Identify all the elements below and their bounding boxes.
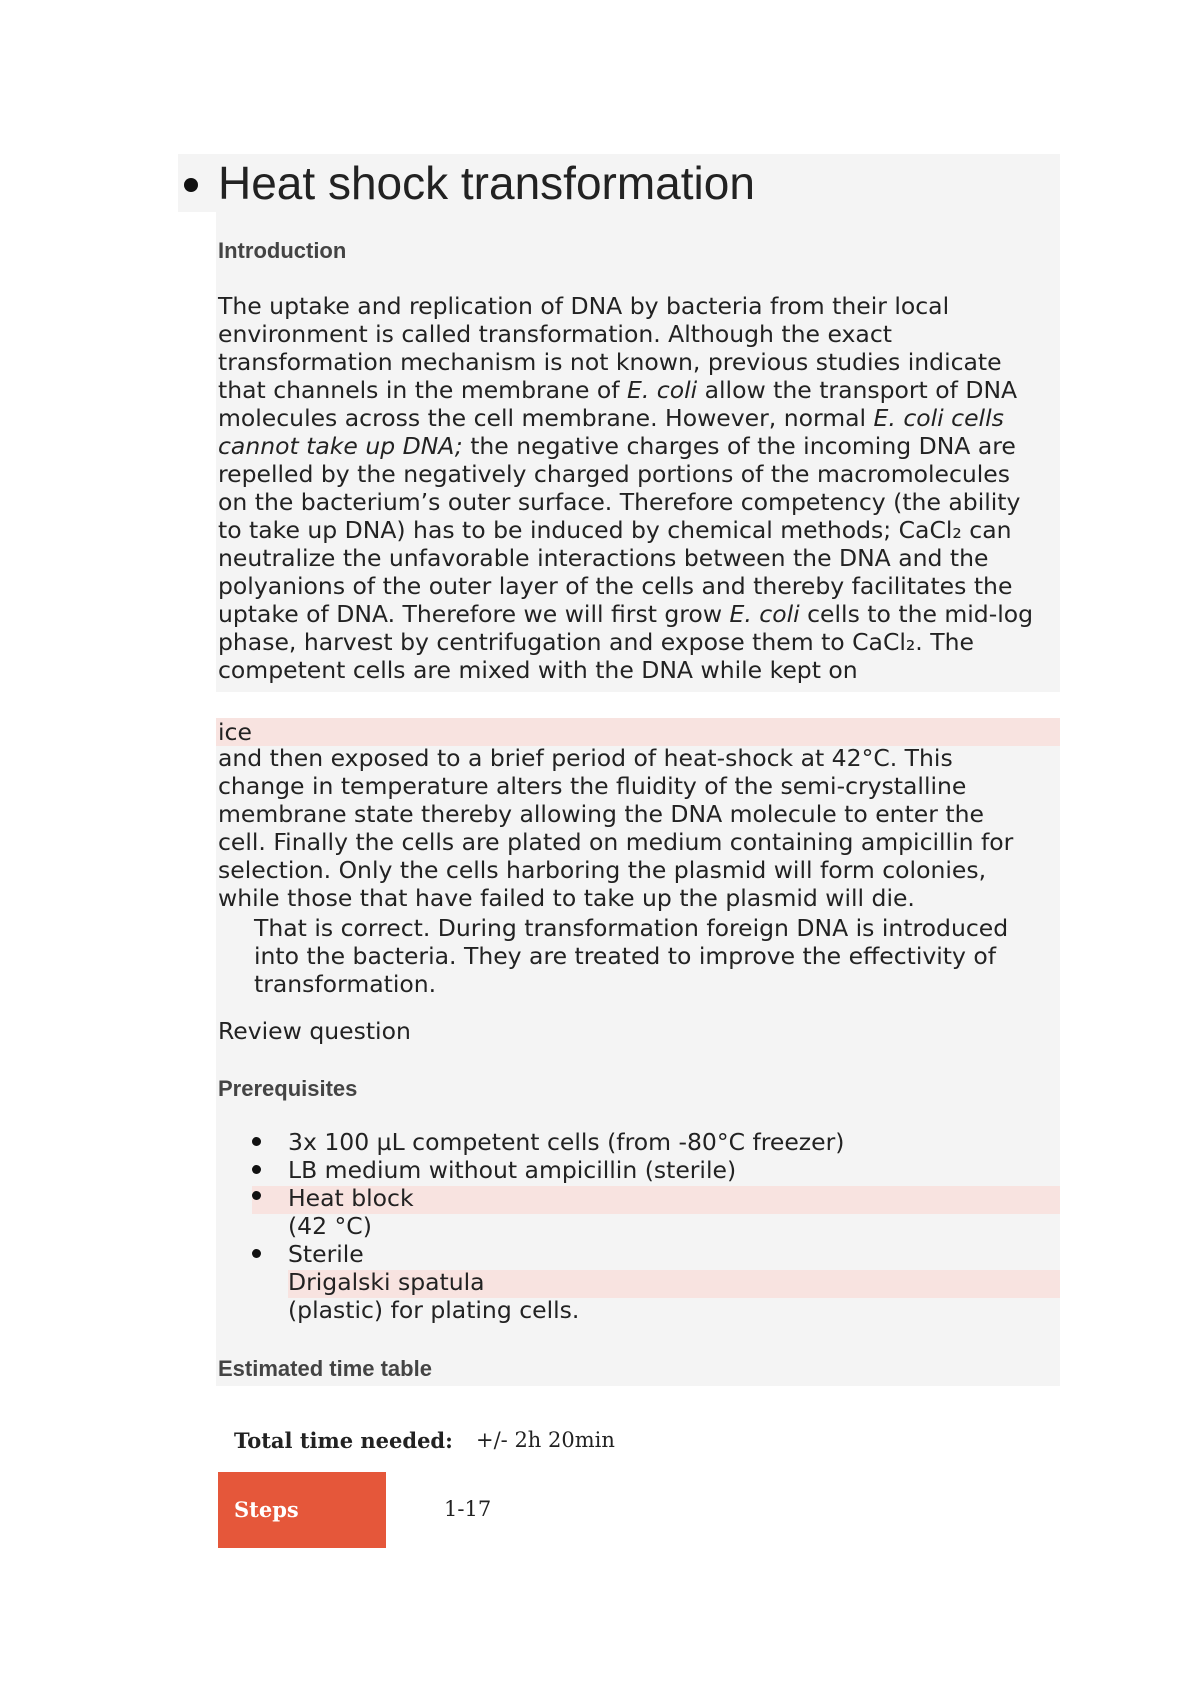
title-bullet-icon — [184, 178, 198, 192]
intro-line: The uptake and replication of DNA by bacteria from their local — [218, 292, 950, 320]
total-time-label: Total time needed: — [234, 1428, 453, 1453]
text-run: cells to the mid-log — [799, 600, 1034, 628]
text-run: the negative charges of the incoming DNA are — [462, 432, 1016, 460]
italic-run: E. coli cells — [873, 404, 1004, 432]
introduction-paragraph — [218, 292, 1033, 684]
text-run: uptake of DNA. Therefore we will first grow — [218, 600, 730, 628]
list-item-continuation: (plastic) for plating cells. — [288, 1296, 580, 1324]
intro-line — [218, 432, 1033, 460]
list-item-drigalski[interactable]: Drigalski spatula — [288, 1268, 485, 1296]
continued-paragraph — [218, 744, 1013, 912]
intro-line: repelled by the negatively charged portions of the macromolecules — [218, 460, 1011, 488]
list-item-heat-block[interactable]: Heat block — [288, 1184, 414, 1212]
timetable-heading: Estimated time table — [218, 1356, 432, 1381]
page-title: Heat shock transformation — [218, 157, 755, 209]
list-item: Sterile — [288, 1240, 364, 1268]
answer-line: transformation. — [254, 970, 437, 998]
body-line: membrane state thereby allowing the DNA molecule to enter the — [218, 800, 984, 828]
prerequisites-heading: Prerequisites — [218, 1076, 358, 1101]
introduction-heading: Introduction — [218, 238, 347, 263]
steps-value: 1-17 — [444, 1497, 492, 1521]
body-line: cell. Finally the cells are plated on medium containing ampicillin for — [218, 828, 1014, 856]
italic-run: E. coli — [627, 376, 698, 404]
steps-label: Steps — [234, 1497, 299, 1522]
answer-feedback — [254, 914, 1008, 998]
review-question-link[interactable]: Review question — [218, 1017, 411, 1045]
intro-line: polyanions of the outer layer of the cells and thereby facilitates the — [218, 572, 1013, 600]
body-line: selection. Only the cells harboring the plasmid will form colonies, — [218, 856, 987, 884]
glossary-term-ice[interactable] — [216, 718, 1060, 746]
intro-line: competent cells are mixed with the DNA while kept on — [218, 656, 858, 684]
body-line: while those that have failed to take up the plasmid will die. — [218, 884, 915, 912]
italic-run: cannot take up DNA; — [218, 432, 463, 460]
answer-line: into the bacteria. They are treated to improve the effectivity of — [254, 942, 997, 970]
text-run: that channels in the membrane of — [218, 376, 627, 404]
glossary-term-label[interactable]: ice — [218, 718, 252, 746]
bullet-icon — [252, 1165, 261, 1174]
introduction-section — [216, 212, 1060, 692]
intro-line: phase, harvest by centrifugation and expose them to CaCl₂. The — [218, 628, 974, 656]
intro-line — [218, 600, 1033, 628]
italic-run: E. coli — [729, 600, 800, 628]
intro-line: neutralize the unfavorable interactions between the DNA and the — [218, 544, 989, 572]
bullet-icon — [252, 1191, 261, 1200]
text-run: allow the transport of DNA — [697, 376, 1018, 404]
intro-line: environment is called transformation. Although the exact — [218, 320, 892, 348]
answer-line: That is correct. During transformation foreign DNA is introduced — [254, 914, 1009, 942]
intro-line — [218, 376, 1033, 404]
list-item: LB medium without ampicillin (sterile) — [288, 1156, 737, 1184]
intro-line: on the bacterium’s outer surface. Therefore competency (the ability — [218, 488, 1021, 516]
intro-line: transformation mechanism is not known, previous studies indicate — [218, 348, 1002, 376]
bullet-icon — [252, 1249, 261, 1258]
body-line: and then exposed to a brief period of heat-shock at 42°C. This — [218, 744, 953, 772]
intro-line — [218, 404, 1033, 432]
intro-line: to take up DNA) has to be induced by chemical methods; CaCl₂ can — [218, 516, 1012, 544]
bullet-icon — [252, 1137, 261, 1146]
total-time-value: +/- 2h 20min — [476, 1428, 615, 1452]
list-item: 3x 100 µL competent cells (from -80°C freezer) — [288, 1128, 845, 1156]
text-run: molecules across the cell membrane. However, normal — [218, 404, 874, 432]
list-item-continuation: (42 °C) — [288, 1212, 372, 1240]
body-line: change in temperature alters the fluidity of the semi-crystalline — [218, 772, 967, 800]
